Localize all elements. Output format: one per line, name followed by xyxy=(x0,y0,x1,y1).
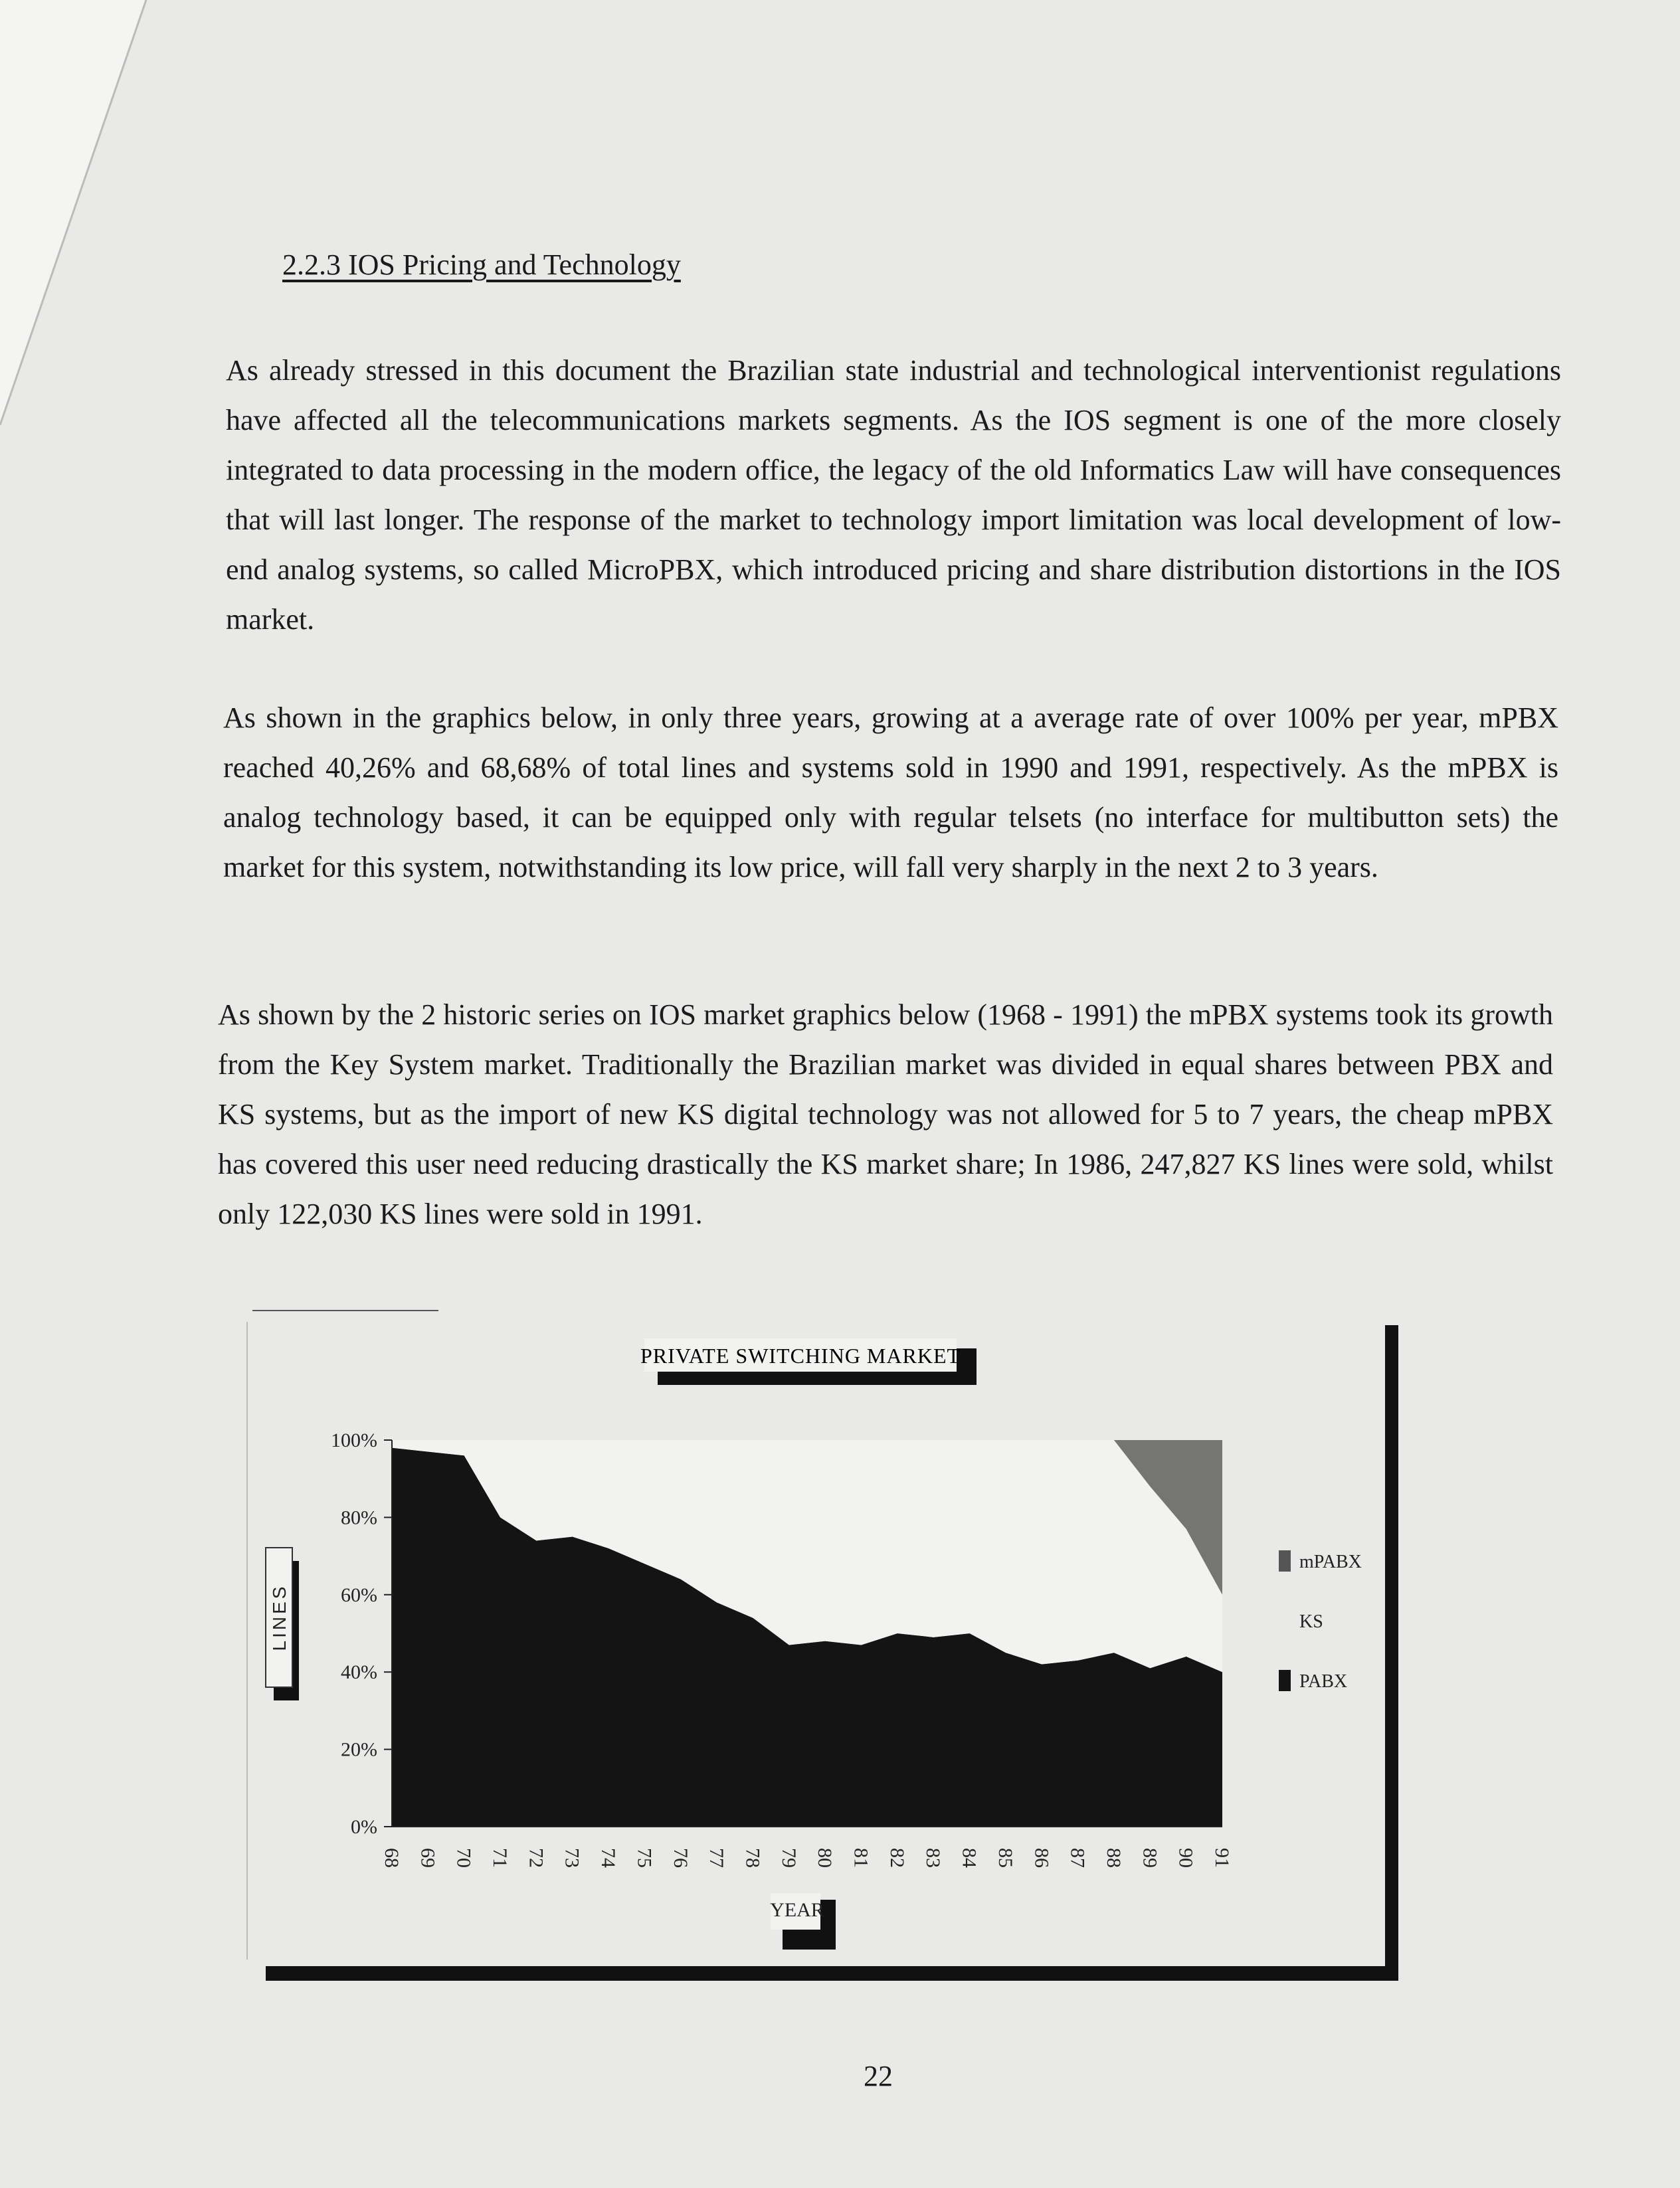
x-tick-label-88: 88 xyxy=(1102,1848,1125,1868)
chart-canvas xyxy=(246,1322,1415,1986)
y-tick-label-40: 40% xyxy=(341,1661,377,1684)
x-tick-label-82: 82 xyxy=(886,1848,908,1868)
paragraph-1: As already stressed in this document the Brazilian state industrial and technological interventionist regulations have affected all the telecommunications markets segments. As the IOS segment is one of the more closely integrated to data processing in the modern office, the legacy of the old Informatics Law will have consequences that will last longer. The response of the market to technology import limitation was local development of low-end analog systems, so called MicroPBX, which introduced pricing and share distribution distortions in the IOS market. xyxy=(226,354,1561,636)
x-tick-label-83: 83 xyxy=(922,1848,945,1868)
x-tick-label-84: 84 xyxy=(958,1848,980,1868)
divider xyxy=(252,1310,438,1311)
x-tick-label-89: 89 xyxy=(1139,1848,1161,1868)
y-axis-title: LINES xyxy=(269,1584,290,1651)
plot-area xyxy=(331,1429,1233,1868)
x-tick-label-68: 68 xyxy=(381,1848,403,1868)
x-tick-label-80: 80 xyxy=(814,1848,836,1868)
x-tick-label-74: 74 xyxy=(597,1848,620,1868)
legend-swatch-mpabx xyxy=(1279,1550,1291,1572)
x-tick-label-90: 90 xyxy=(1174,1848,1197,1868)
x-tick-label-71: 71 xyxy=(489,1848,512,1868)
chart-title: PRIVATE SWITCHING MARKET xyxy=(640,1344,961,1368)
chart-frame-right-border xyxy=(1385,1325,1398,1979)
paragraph-3: As shown by the 2 historic series on IOS market graphics below (1968 - 1991) the mPBX systems took its growth from the Key System market. Traditionally the Brazilian market was divided in equal shares between PBX and KS systems, but as the import of new KS digital technology was not allowed for 5 to 7 years, the cheap mPBX has covered this user need reducing drastically the KS market share; In 1986, 247,827 KS lines were sold, whilst only 122,030 KS lines were sold in 1991. xyxy=(218,998,1553,1230)
x-tick-label-75: 75 xyxy=(633,1848,656,1868)
y-tick-label-80: 80% xyxy=(341,1506,377,1529)
private-switching-chart xyxy=(246,1322,1415,1986)
x-tick-label-87: 87 xyxy=(1066,1848,1089,1868)
y-tick-label-100: 100% xyxy=(331,1429,377,1451)
x-tick-label-81: 81 xyxy=(850,1848,872,1868)
x-tick-label-79: 79 xyxy=(777,1848,800,1868)
x-tick-label-78: 78 xyxy=(741,1848,764,1868)
paragraph-2: As shown in the graphics below, in only three years, growing at a average rate of over 100% per year, mPBX reached 40,26% and 68,68% of total lines and systems sold in 1990 and 1991, respectively. As the mPBX is analog technology based, it can be equipped only with regular telsets (no interface for multibutton sets) the market for this system, notwithstanding its low price, will fall very sharply in the next 2 to 3 years. xyxy=(223,701,1558,883)
x-tick-label-77: 77 xyxy=(705,1848,728,1868)
legend-label-ks: KS xyxy=(1299,1611,1323,1632)
chart-frame-bottom-border xyxy=(266,1966,1398,1981)
section-title: 2.2.3 IOS Pricing and Technology xyxy=(282,248,681,281)
x-tick-label-69: 69 xyxy=(417,1848,439,1868)
page-number: 22 xyxy=(864,2060,893,2092)
legend-label-pabx: PABX xyxy=(1299,1671,1348,1692)
x-tick-label-76: 76 xyxy=(669,1848,692,1868)
legend-label-mpabx: mPABX xyxy=(1299,1552,1362,1572)
y-tick-label-0: 0% xyxy=(351,1816,377,1838)
x-tick-label-91: 91 xyxy=(1211,1848,1233,1868)
x-tick-label-70: 70 xyxy=(452,1848,475,1868)
x-tick-label-73: 73 xyxy=(561,1848,583,1868)
x-tick-label-72: 72 xyxy=(525,1848,547,1868)
x-tick-label-85: 85 xyxy=(994,1848,1016,1868)
chart-legend xyxy=(1279,1550,1362,1692)
y-tick-label-60: 60% xyxy=(341,1584,377,1606)
legend-swatch-pabx xyxy=(1279,1670,1291,1691)
y-tick-label-20: 20% xyxy=(341,1738,377,1761)
x-tick-label-86: 86 xyxy=(1030,1848,1053,1868)
x-axis-title: YEAR xyxy=(770,1899,824,1921)
